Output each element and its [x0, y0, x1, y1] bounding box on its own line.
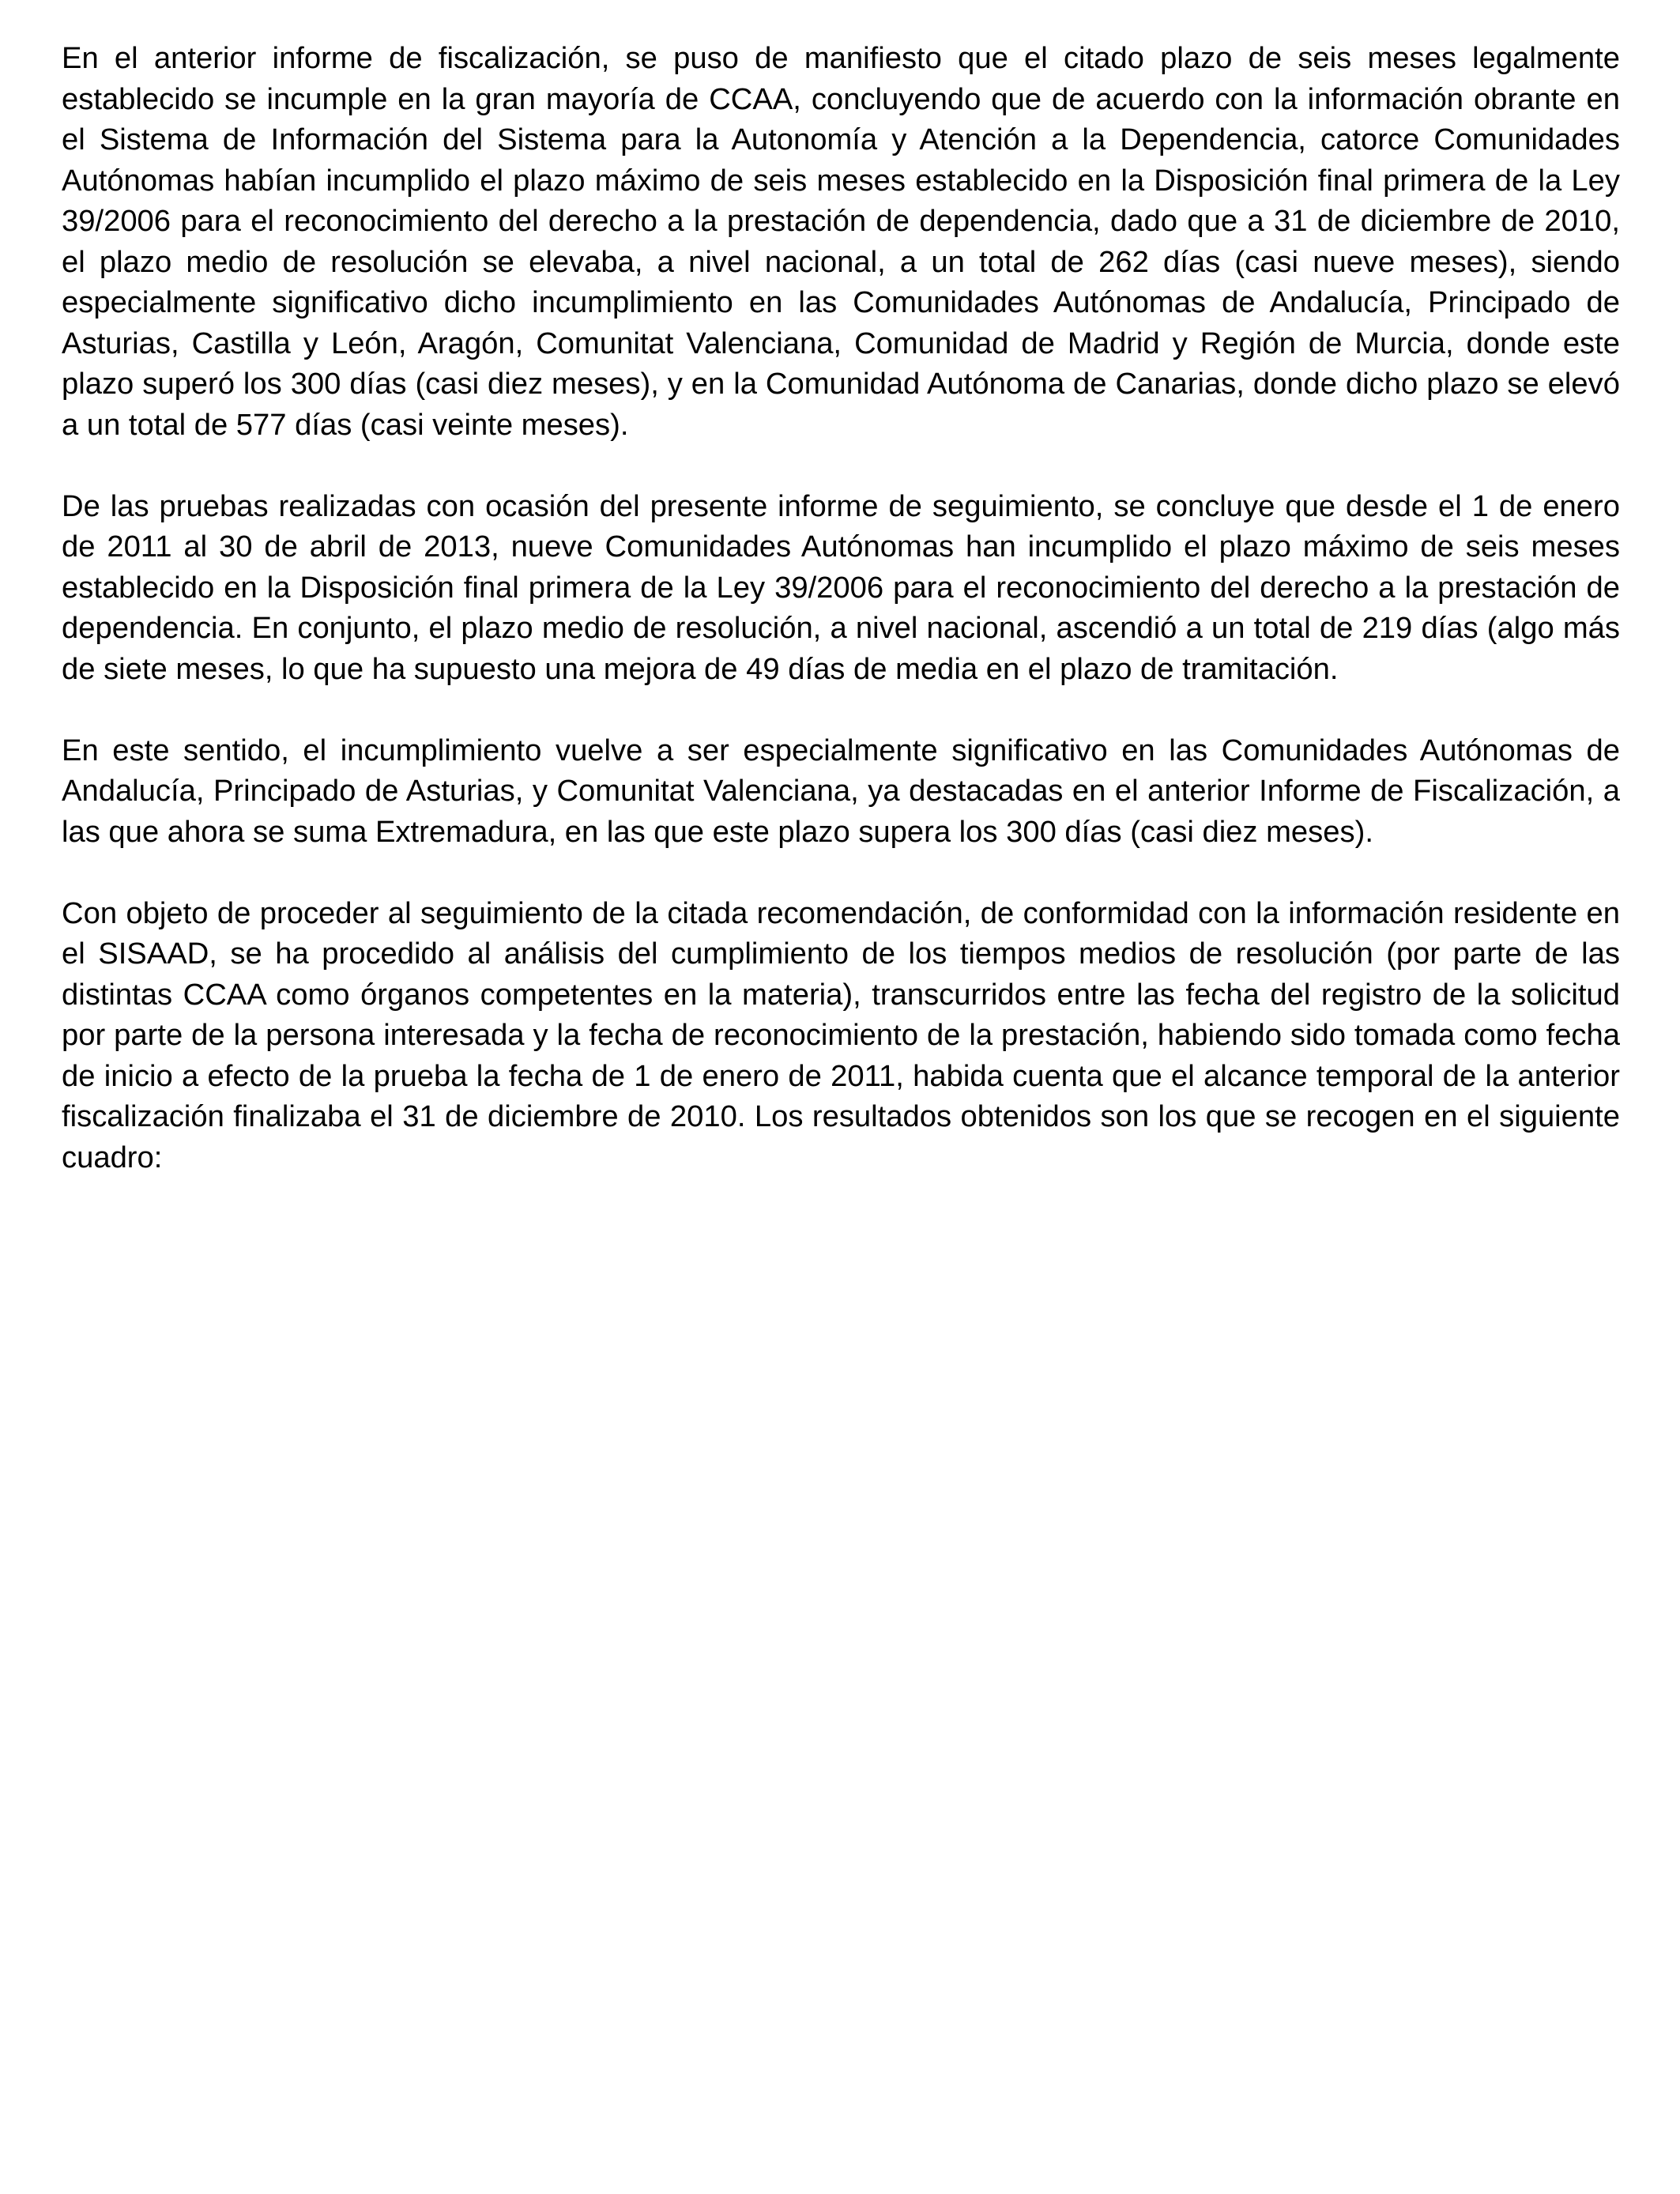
paragraph-significant-noncompliance: En este sentido, el incumplimiento vuelve a ser especialmente significativo en las Comunidades Autónomas de Andalucía, Principado de Asturias, y Comunitat Valenciana, ya destacadas en el anterior Informe de Fiscalización, a las que ahora se suma Extremadura, en las que este plazo supera los 300 días (casi diez meses). [62, 733, 1620, 849]
paragraph-previous-audit: En el anterior informe de fiscalización, se puso de manifiesto que el citado plazo de seis meses legalmente establecido se incumple en la gran mayoría de CCAA, concluyendo que de acuerdo con la información obrante en el Sistema de Información del Sistema para la Autonomía y Atención a la Dependencia, catorce Comunidades Autónomas habían incumplido el plazo máximo de seis meses establecido en la Disposición final primera de la Ley 39/2006 para el reconocimiento del derecho a la prestación de dependencia, dado que a 31 de diciembre de 2010, el plazo medio de resolución se elevaba, a nivel nacional, a un total de 262 días (casi nueve meses), siendo especialmente significativo dicho incumplimiento en las Comunidades Autónomas de Andalucía, Principado de Asturias, Castilla y León, Aragón, Comunitat Valenciana, Comunidad de Madrid y Región de Murcia, donde este plazo superó los 300 días (casi diez meses), y en la Comunidad Autónoma de Canarias, donde dicho plazo se elevó a un total de 577 días (casi veinte meses). [62, 41, 1620, 442]
paragraph-follow-up-results: De las pruebas realizadas con ocasión del presente informe de seguimiento, se concluye que desde el 1 de enero de 2011 al 30 de abril de 2013, nueve Comunidades Autónomas han incumplido el plazo máximo de seis meses establecido en la Disposición final primera de la Ley 39/2006 para el reconocimiento del derecho a la prestación de dependencia. En conjunto, el plazo medio de resolución, a nivel nacional, ascendió a un total de 219 días (algo más de siete meses, lo que ha supuesto una mejora de 49 días de media en el plazo de tramitación. [62, 488, 1620, 686]
document-body [62, 38, 1620, 1219]
paragraph-methodology: Con objeto de proceder al seguimiento de la citada recomendación, de conformidad con la información residente en el SISAAD, se ha procedido al análisis del cumplimiento de los tiempos medios de resolución (por parte de las distintas CCAA como órganos competentes en la materia), transcurridos entre las fecha del registro de la solicitud por parte de la persona interesada y la fecha de reconocimiento de la prestación, habiendo sido tomada como fecha de inicio a efecto de la prueba la fecha de 1 de enero de 2011, habida cuenta que el alcance temporal de la anterior fiscalización finalizaba el 31 de diciembre de 2010. Los resultados obtenidos son los que se recogen en el siguiente cuadro: [62, 895, 1620, 1174]
